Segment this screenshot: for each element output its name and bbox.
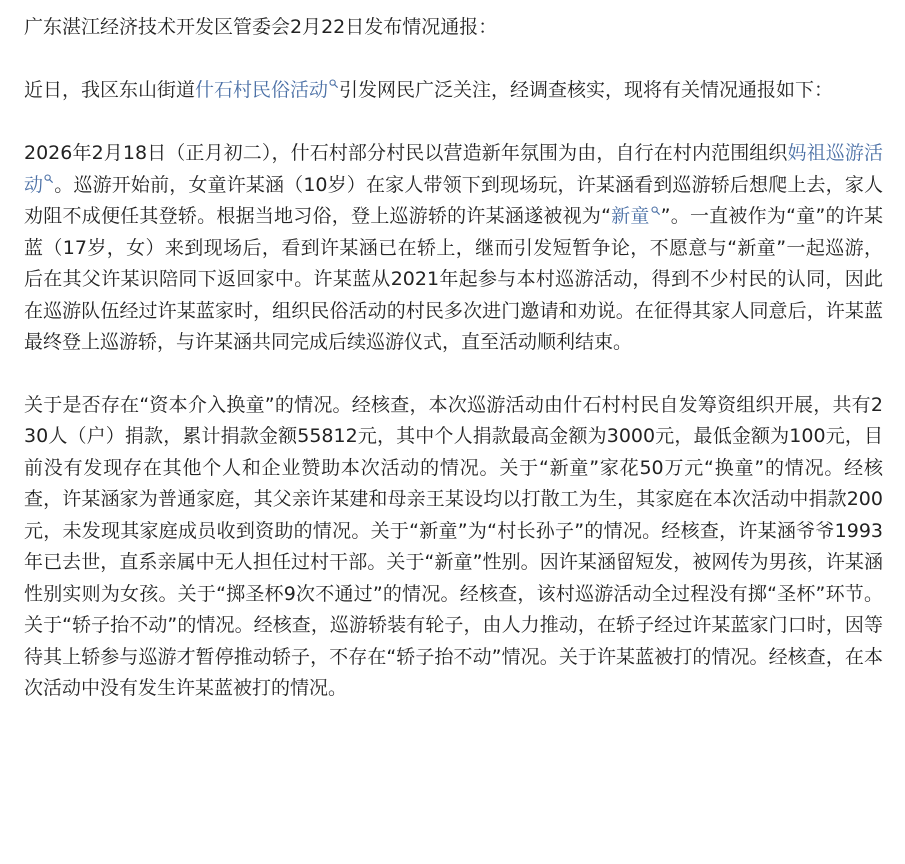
lead-text-before: 近日，我区东山街道 [24,78,196,101]
keyword-link-village-folk-activity[interactable] [195,79,339,101]
keyword-link-text[interactable]: 什石村民俗活动 [195,78,329,101]
keyword-link-text[interactable]: 新童 [610,205,650,227]
keyword-link-new-child[interactable] [611,205,661,227]
main-text-part-3: ”。一直被作为“童”的许某蓝（17岁，女）来到现场后，看到许某涵已在轿上，继而引发短暂争论，不愿意与“新童”一起巡游，后在其父许某识陪同下返回家中。许某蓝从2021年起参与本村巡游活动，得到不少村民的认同，因此在巡游队伍经过许某蓝家时，组织民俗活动的村民多次进门邀请和劝说。在征得其家人同意后，许某蓝最终登上巡游轿，与许某涵共同完成后续巡游仪式，直至活动顺利结束。 [24,205,883,353]
search-icon[interactable] [651,206,660,215]
main-paragraph [24,138,883,359]
verification-text: 关于是否存在“资本介入换童”的情况。经核查，本次巡游活动由什石村村民自发筹资组织开展，共有230人（户）捐款，累计捐款金额55812元，其中个人捐款最高金额为3000元，最低金额为100元，目前没有发现存在其他个人和企业赞助本次活动的情况。关于“新童”家花50万元“换童”的情况。经核查，许某涵家为普通家庭，其父亲许某建和母亲王某设均以打散工为生，其家庭在本次活动中捐款200元，未发现其家庭成员收到资助的情况。关于“新童”为“村长孙子”的情况。经核查，许某涵爷爷1993年已去世，直系亲属中无人担任过村干部。关于“新童”性别。因许某涵留短发，被网传为男孩，许某涵性别实则为女孩。关于“掷圣杯9次不通过”的情况。经核查，该村巡游活动全过程没有掷“圣杯”环节。关于“轿子抬不动”的情况。经核查，巡游轿装有轮子，由人力推动，在轿子经过许某蓝家门口时，因等待其上轿参与巡游才暂停推动轿子，不存在“轿子抬不动”情况。关于许某蓝被打的情况。经核查，在本次活动中没有发生许某蓝被打的情况。 [24,393,883,699]
keyword-link-text[interactable]: 妈祖巡游活动 [24,142,883,196]
lead-paragraph [24,75,883,107]
main-text-part-2: 。巡游开始前，女童许某涵（10岁）在家人带领下到现场玩，许某涵看到巡游轿后想爬上去，家人劝阻不成便任其登轿。根据当地习俗，登上巡游轿的许某涵遂被视为“ [24,173,883,227]
verification-paragraph [24,390,883,705]
lead-text-after: 引发网民广泛关注，经调查核实，现将有关情况通报如下： [339,78,834,101]
intro-text: 广东湛江经济技术开发区管委会2月22日发布情况通报： [24,16,498,38]
main-text-part-1: 2026年2月18日（正月初二），什石村部分村民以营造新年氛围为由，自行在村内范围组织 [24,142,788,164]
search-icon[interactable] [329,79,338,88]
intro-paragraph [24,0,883,44]
search-icon[interactable] [44,174,53,183]
